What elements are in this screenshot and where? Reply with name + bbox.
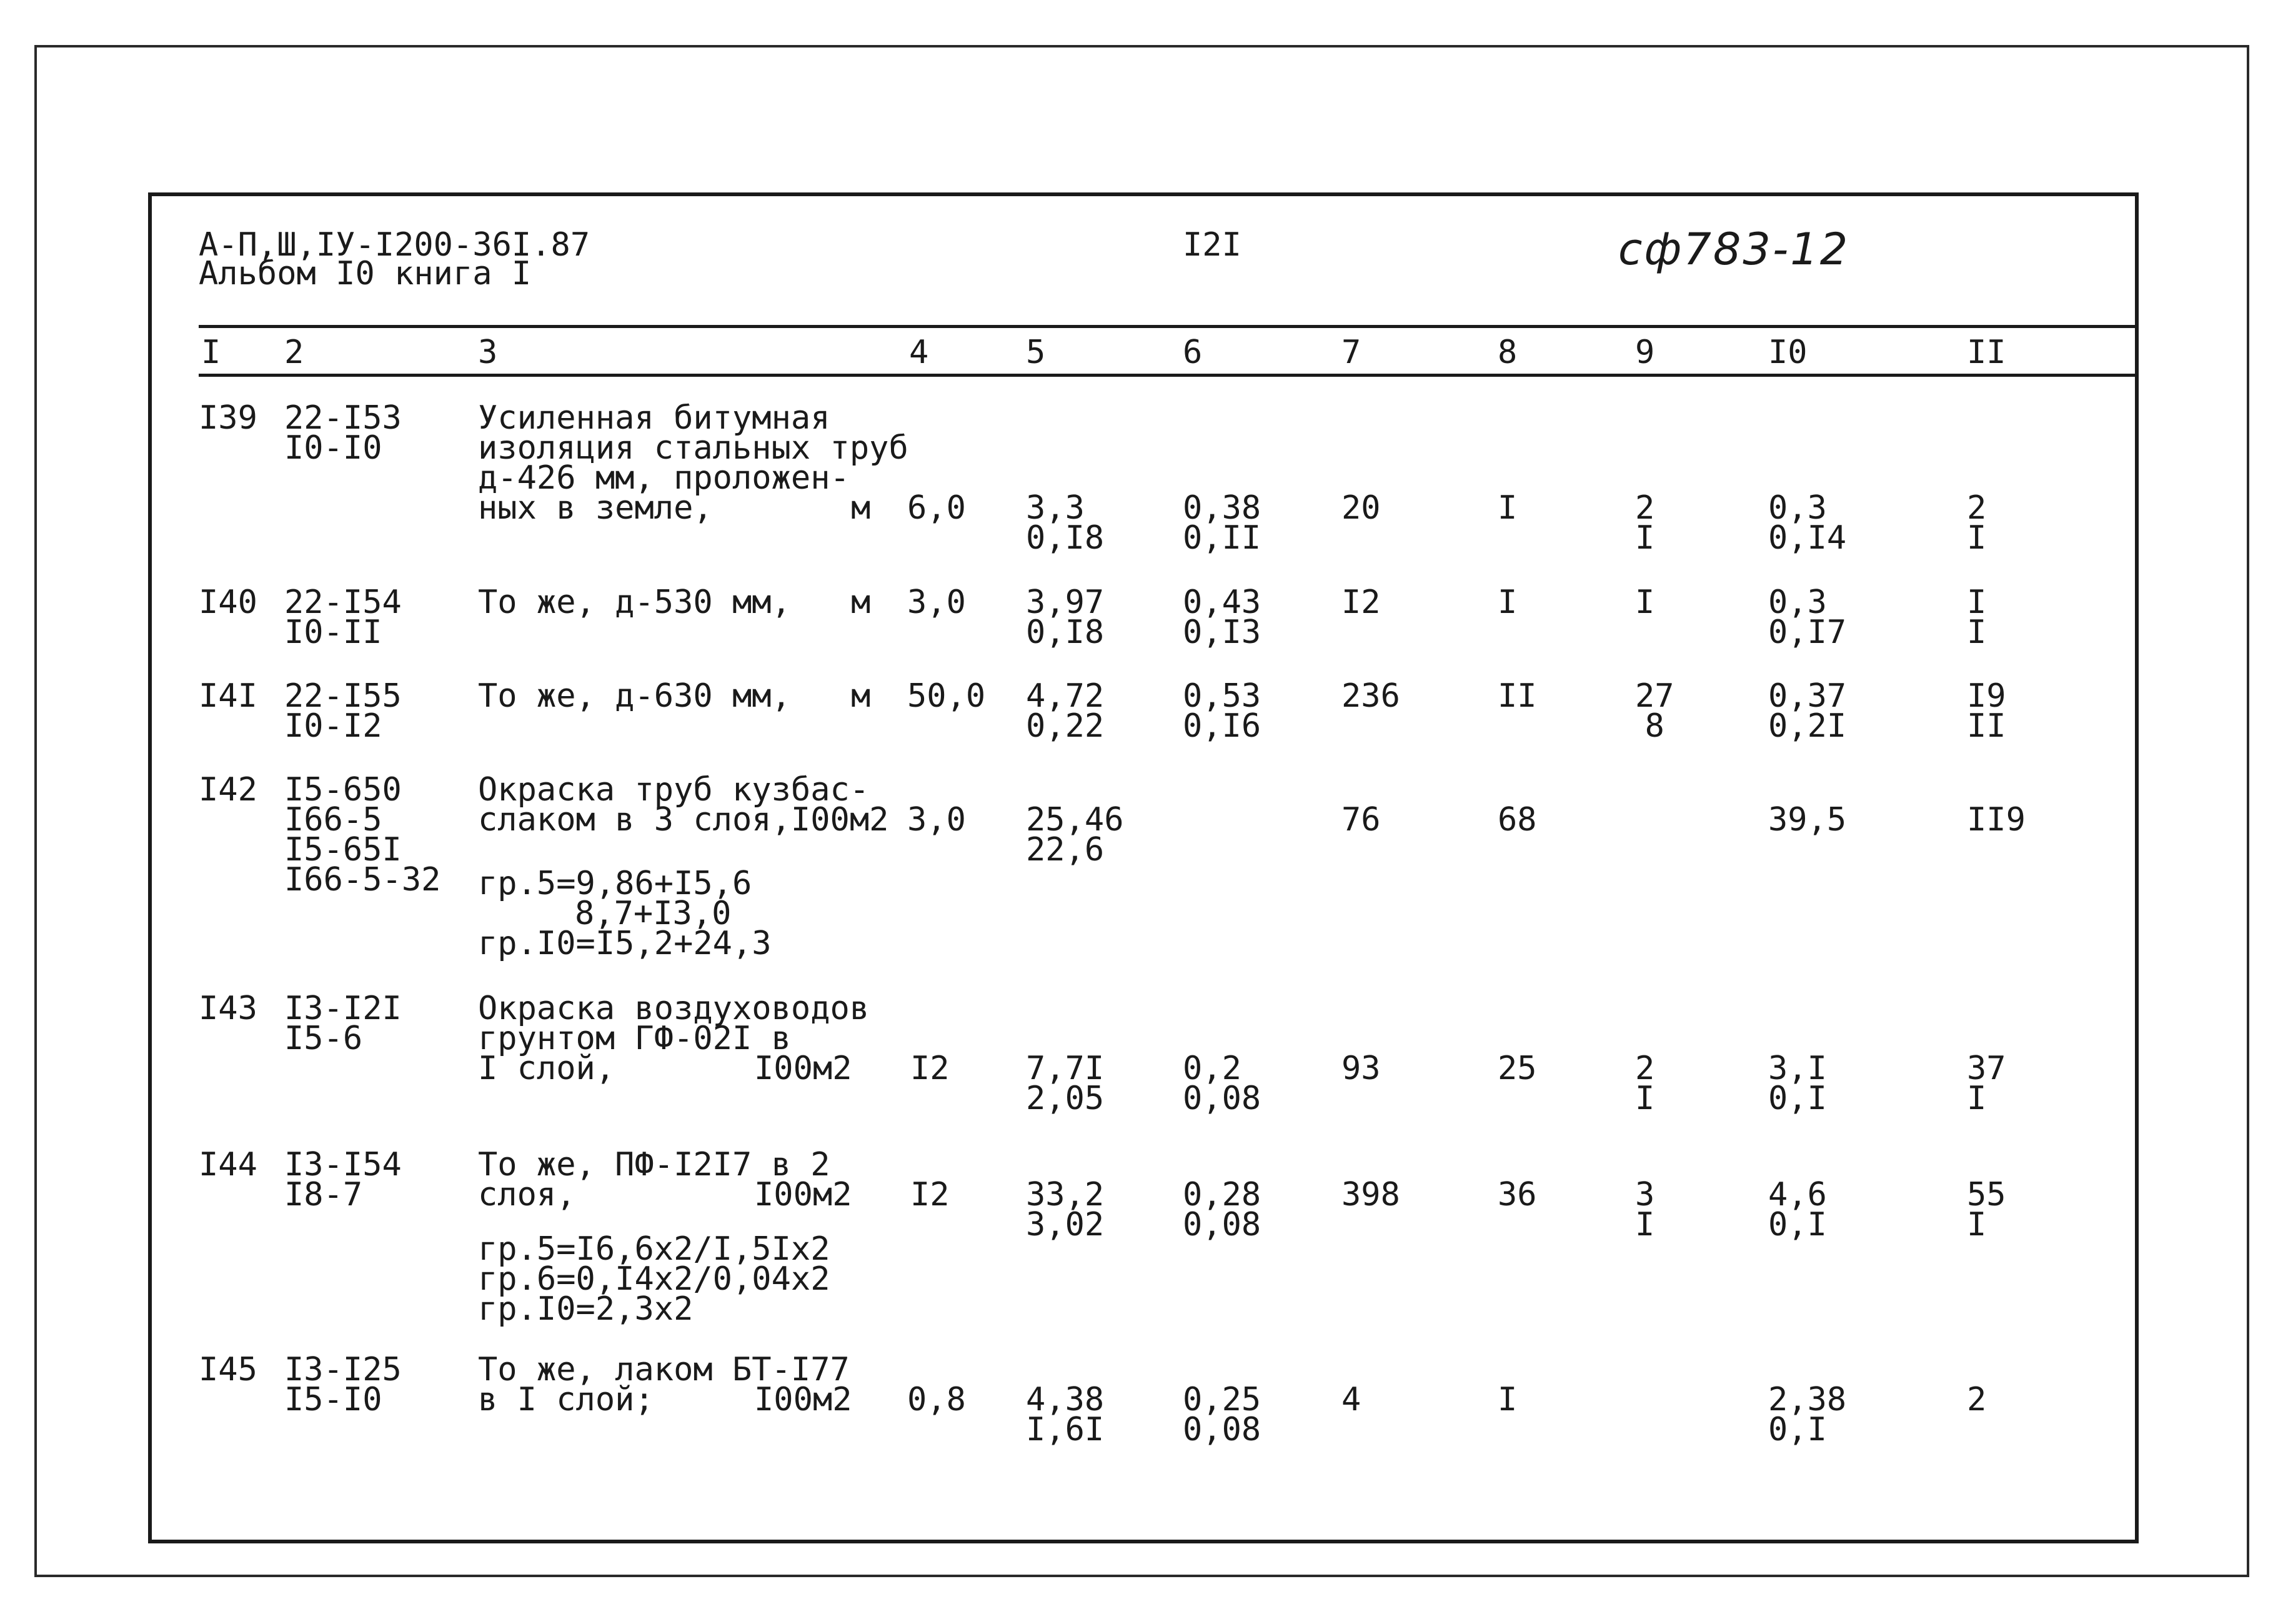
col6-values: 0,28 0,08	[1183, 1176, 1261, 1243]
col5-values: 4,72 0,22	[1026, 677, 1105, 745]
album-label: Альбом I0 книга I	[199, 255, 532, 292]
col-header-2: 2	[284, 334, 304, 371]
col7-value: 236	[1341, 677, 1400, 715]
col8-value: II	[1498, 677, 1537, 715]
col10-values: 4,6 0,I	[1768, 1176, 1827, 1243]
row-number: I40	[199, 584, 257, 621]
col7-value: 398	[1341, 1176, 1400, 1213]
quantity: 3,0	[907, 584, 966, 621]
col7-value: I2	[1341, 584, 1381, 621]
col-header-5: 5	[1026, 334, 1046, 371]
inner-frame	[148, 192, 2139, 1543]
col10-values: 0,3 0,I7	[1768, 584, 1847, 651]
col11-value: 2	[1967, 1381, 1987, 1418]
col9-values: 3 I	[1635, 1176, 1655, 1243]
unit: м	[851, 677, 871, 715]
description: То же, ПФ-I2I7 в 2 слоя,	[478, 1146, 830, 1213]
description: Окраска труб кузбас- слаком в 3 слоя,I00м2	[478, 771, 889, 839]
col-header-6: 6	[1183, 334, 1203, 371]
norm-codes: I3-I54 I8-7	[284, 1146, 402, 1213]
col11-values: 2 I	[1967, 489, 1987, 557]
col5-values: 3,3 0,I8	[1026, 489, 1105, 557]
col9-value: I	[1635, 584, 1655, 621]
col5-values: 33,2 3,02	[1026, 1176, 1105, 1243]
col-header-8: 8	[1498, 334, 1518, 371]
norm-codes: 22-I55 I0-I2	[284, 677, 402, 745]
col9-values: 2 I	[1635, 489, 1655, 557]
col7-value: 20	[1341, 489, 1381, 527]
calculation-notes: гр.5=9,86+I5,6 8,7+I3,0 гр.I0=I5,2+24,3	[478, 865, 772, 962]
col10-values: 2,38 0,I	[1768, 1381, 1847, 1448]
col5-values: 3,97 0,I8	[1026, 584, 1105, 651]
col10-values: 0,3 0,I4	[1768, 489, 1847, 557]
col6-values: 0,43 0,I3	[1183, 584, 1261, 651]
col10-values: 3,I 0,I	[1768, 1050, 1827, 1117]
col8-value: I	[1498, 584, 1518, 621]
col7-value: 76	[1341, 801, 1381, 839]
quantity: I2	[910, 1176, 950, 1213]
description: То же, лаком БТ-I77 в I слой;	[478, 1351, 850, 1418]
col7-value: 4	[1341, 1381, 1361, 1418]
document-code: А-П,Ш,IУ-I200-36I.87	[199, 226, 590, 264]
row-number: I45	[199, 1351, 257, 1388]
col8-value: I	[1498, 1381, 1518, 1418]
quantity: 6,0	[907, 489, 966, 527]
col-header-10: I0	[1768, 334, 1808, 371]
calculation-notes: гр.5=I6,6х2/I,5Iх2 гр.6=0,I4х2/0,04х2 гр.I0=2,3х2	[478, 1230, 830, 1328]
description: Усиленная битумная изоляция стальных труб д-426 мм, проложен- ных в земле,	[478, 399, 908, 527]
norm-codes: I3-I2I I5-6	[284, 990, 402, 1057]
col9-values: 2 I	[1635, 1050, 1655, 1117]
row-number: I39	[199, 399, 257, 437]
col8-value: 68	[1498, 801, 1537, 839]
col11-values: I I	[1967, 584, 1987, 651]
col5-values: 7,7I 2,05	[1026, 1050, 1105, 1117]
description: То же, д-630 мм,	[478, 677, 791, 715]
col-header-4: 4	[909, 334, 929, 371]
col8-value: I	[1498, 489, 1518, 527]
unit: м	[851, 489, 871, 527]
col6-values: 0,53 0,I6	[1183, 677, 1261, 745]
norm-codes: 22-I53 I0-I0	[284, 399, 402, 467]
page-number: I2I	[1183, 226, 1241, 264]
col8-value: 36	[1498, 1176, 1537, 1213]
col-header-9: 9	[1635, 334, 1655, 371]
col6-values: 0,25 0,08	[1183, 1381, 1261, 1448]
norm-codes: 22-I54 I0-II	[284, 584, 402, 651]
col7-value: 93	[1341, 1050, 1381, 1087]
description: Окраска воздуховодов грунтом ГФ-02I в I слой,	[478, 990, 870, 1087]
col-header-11: II	[1967, 334, 2006, 371]
col10-value: 39,5	[1768, 801, 1847, 839]
row-number: I44	[199, 1146, 257, 1183]
quantity: I2	[910, 1050, 950, 1087]
header-rule-top	[199, 325, 2137, 328]
quantity: 50,0	[907, 677, 986, 715]
col6-values: 0,2 0,08	[1183, 1050, 1261, 1117]
col10-values: 0,37 0,2I	[1768, 677, 1847, 745]
col11-values: 55 I	[1967, 1176, 2006, 1243]
row-number: I43	[199, 990, 257, 1027]
row-number: I4I	[199, 677, 257, 715]
quantity: 0,8	[907, 1381, 966, 1418]
col-header-3: 3	[478, 334, 498, 371]
row-number: I42	[199, 771, 257, 809]
col5-values: 4,38 I,6I	[1026, 1381, 1105, 1448]
norm-codes: I5-650 I66-5 I5-65I I66-5-32	[284, 771, 441, 899]
archive-stamp: сф783-12	[1618, 224, 1850, 275]
unit: I00м2	[754, 1176, 852, 1213]
col-header-1: I	[201, 334, 221, 371]
norm-codes: I3-I25 I5-I0	[284, 1351, 402, 1418]
unit: м	[851, 584, 871, 621]
col11-value: II9	[1967, 801, 2026, 839]
unit: I00м2	[754, 1050, 852, 1087]
unit: I00м2	[754, 1381, 852, 1418]
col-header-7: 7	[1341, 334, 1361, 371]
header-rule-bottom	[199, 374, 2137, 377]
col11-values: I9 II	[1967, 677, 2006, 745]
col6-values: 0,38 0,II	[1183, 489, 1261, 557]
col11-values: 37 I	[1967, 1050, 2006, 1117]
col9-values: 27 8	[1635, 677, 1674, 745]
description: То же, д-530 мм,	[478, 584, 791, 621]
quantity: 3,0	[907, 801, 966, 839]
col8-value: 25	[1498, 1050, 1537, 1087]
col5-values: 25,46 22,6	[1026, 801, 1124, 869]
